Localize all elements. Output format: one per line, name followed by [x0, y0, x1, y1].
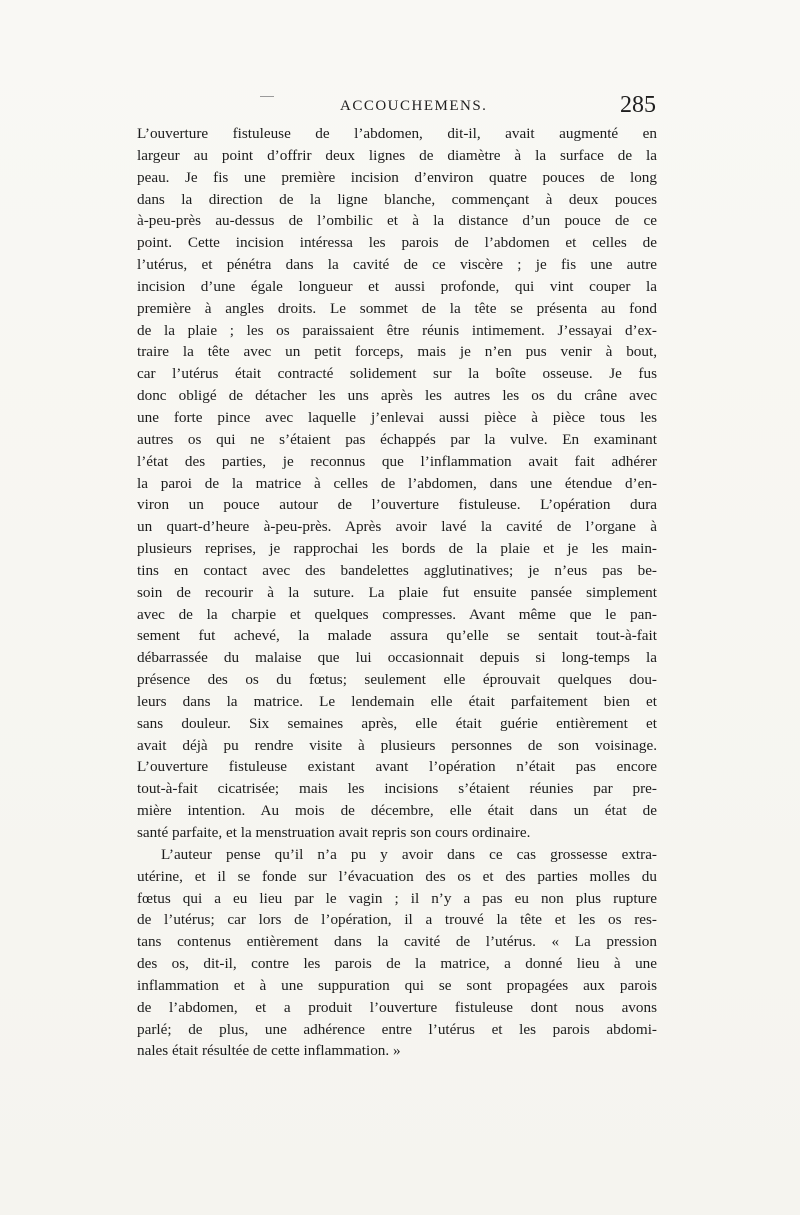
text-line: point. Cette incision intéressa les parois de l’abdomen et celles de — [137, 234, 657, 252]
text-line: tout-à-fait cicatrisée; mais les incisions s’étaient réunies par pre- — [137, 780, 657, 798]
text-line: nales était résultée de cette inflammation. » — [137, 1042, 401, 1060]
text-line: L’ouverture fistuleuse de l’abdomen, dit-il, avait augmenté en — [137, 125, 657, 142]
header-dash — [260, 96, 274, 97]
text-line: tins en contact avec des bandelettes agglutinatives; je n’eus pas be- — [137, 561, 657, 579]
text-line: une forte pince avec laquelle j’enlevai aussi pièce à pièce tous les — [137, 408, 657, 426]
text-line: présence des os du fœtus; seulement elle éprouvait quelques dou- — [137, 671, 657, 689]
running-title: ACCOUCHEMENS. — [340, 98, 488, 114]
text-line: de l’utérus; car lors de l’opération, il a trouvé la tête et les os res- — [137, 911, 657, 929]
text-line: L’ouverture fistuleuse existant avant l’opération n’était pas encore — [137, 758, 657, 776]
text-line: débarrassée du malaise que lui occasionnait depuis si long-temps la — [137, 649, 657, 667]
text-line: un quart-d’heure à-peu-près. Après avoir lavé la cavité de l’organe à — [137, 518, 657, 536]
page-header — [140, 92, 660, 122]
text-line: donc obligé de détacher les uns après les autres les os du crâne avec — [137, 387, 657, 405]
text-line: utérine, et il se fonde sur l’évacuation des os et des parties molles du — [137, 867, 657, 885]
body-text — [137, 123, 657, 1062]
page-number: 285 — [620, 92, 656, 118]
text-line: à-peu-près au-dessus de l’ombilic et à la distance d’un pouce de ce — [137, 212, 657, 230]
text-line: de la plaie ; les os paraissaient être réunis intimement. J’essayai d’ex- — [137, 321, 657, 339]
text-line: viron un pouce autour de l’ouverture fistuleuse. L’opération dura — [137, 496, 657, 514]
text-line: première à angles droits. Le sommet de la tête se présenta au fond — [137, 299, 657, 317]
text-line: soin de recourir à la suture. La plaie fut ensuite pansée simplement — [137, 583, 657, 601]
text-line: largeur au point d’offrir deux lignes de diamètre à la surface de la — [137, 146, 657, 164]
text-line: peau. Je fis une première incision d’environ quatre pouces de long — [137, 168, 657, 186]
text-line: traire la tête avec un petit forceps, mais je n’en pus venir à bout, — [137, 343, 657, 361]
text-line: parlé; de plus, une adhérence entre l’utérus et les parois abdomi- — [137, 1020, 657, 1038]
text-line: mière intention. Au mois de décembre, elle était dans un état de — [137, 802, 657, 820]
text-line: autres os qui ne s’étaient pas échappés par la vulve. En examinant — [137, 430, 657, 448]
text-line: fœtus qui a eu lieu par le vagin ; il n’y a pas eu non plus rupture — [137, 889, 657, 907]
text-line: avec de la charpie et quelques compresses. Avant même que le pan- — [137, 605, 657, 623]
text-line: leurs dans la matrice. Le lendemain elle était parfaitement bien et — [137, 692, 657, 710]
text-line: plusieurs reprises, je rapprochai les bords de la plaie et je les main- — [137, 540, 657, 558]
text-line: incision d’une égale longueur et aussi profonde, qui vint couper la — [137, 277, 657, 295]
text-line: L’auteur pense qu’il n’a pu y avoir dans ce cas grossesse extra- — [161, 845, 657, 863]
text-line: avait déjà pu rendre visite à plusieurs personnes de son voisinage. — [137, 736, 657, 754]
text-line: la paroi de la matrice à celles de l’abdomen, dans une étendue d’en- — [137, 474, 657, 492]
text-line: de l’abdomen, et a produit l’ouverture fistuleuse dont nous avons — [137, 998, 657, 1016]
text-line: des os, dit-il, contre les parois de la matrice, a donné lieu à une — [137, 955, 657, 973]
text-line: tans contenus entièrement dans la cavité de l’utérus. « La pression — [137, 933, 657, 951]
text-line: sans douleur. Six semaines après, elle était guérie entièrement et — [137, 714, 657, 732]
text-line: inflammation et à une suppuration qui se sont propagées aux parois — [137, 976, 657, 994]
text-line: l’état des parties, je reconnus que l’inflammation avait fait adhérer — [137, 452, 657, 470]
text-line: car l’utérus était contracté solidement sur la boîte osseuse. Je fus — [137, 365, 657, 383]
text-line: santé parfaite, et la menstruation avait repris son cours ordinaire. — [137, 824, 531, 841]
text-line: sement fut achevé, la malade assura qu’elle se sentait tout-à-fait — [137, 627, 657, 645]
text-line: dans la direction de la ligne blanche, commençant à deux pouces — [137, 190, 657, 208]
text-line: l’utérus, et pénétra dans la cavité de ce viscère ; je fis une autre — [137, 256, 657, 274]
